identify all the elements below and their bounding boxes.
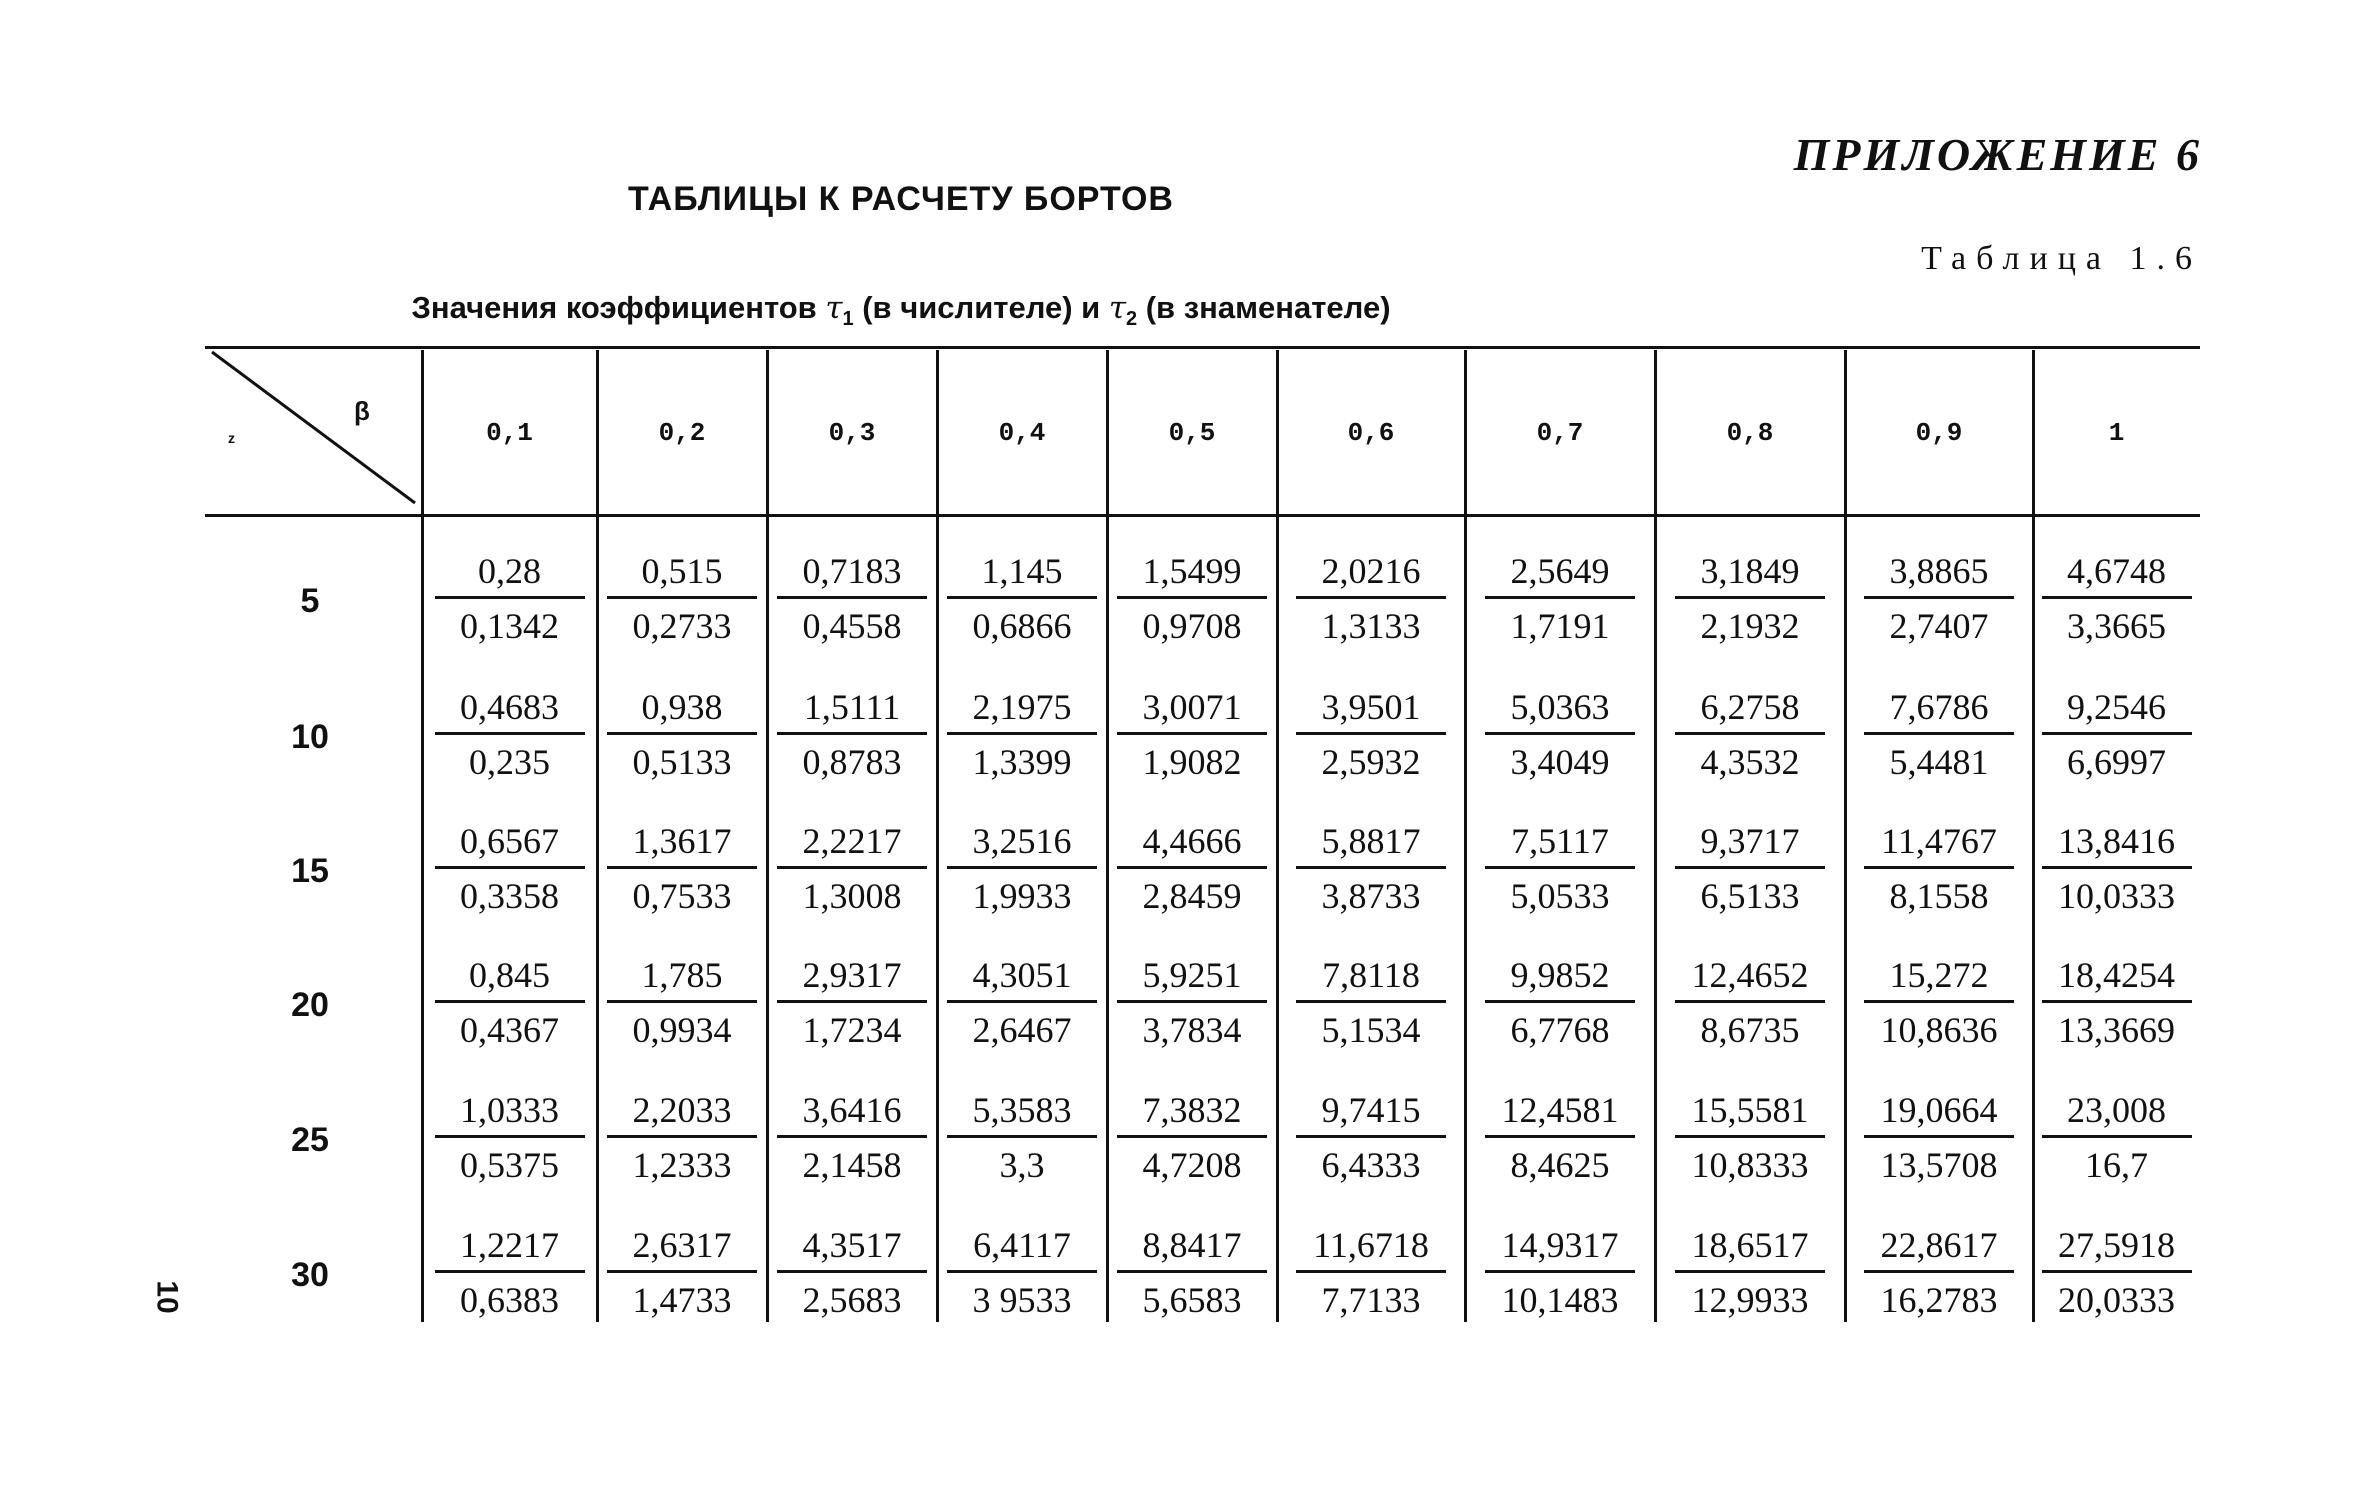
tau2-value: 6,6997 [2067, 742, 2166, 782]
coefficient-cell [597, 952, 767, 1053]
coefficient-cell [422, 1222, 597, 1323]
tau1-value: 1,0333 [460, 1090, 559, 1130]
fraction-bar [1864, 1000, 2014, 1003]
coefficient-cell [1655, 1087, 1845, 1188]
fraction-bar [1864, 732, 2014, 735]
coefficient-cell [1845, 548, 2033, 649]
coefficient-cell [767, 548, 937, 649]
tau1-value: 4,3051 [972, 955, 1072, 995]
appendix-title: ПРИЛОЖЕНИЕ 6 [1793, 129, 2202, 180]
fraction-bar [435, 596, 585, 599]
column-header: 0,2 [658, 418, 706, 448]
tau2-value: 0,9934 [632, 1010, 732, 1050]
fraction-bar [607, 1000, 757, 1003]
tau1-value: 7,8118 [1322, 955, 1420, 995]
tau1-value: 9,2546 [2067, 687, 2166, 727]
coefficient-cell [1465, 1222, 1655, 1323]
coefficient-cell [1845, 952, 2033, 1053]
row-header: 5 [300, 582, 320, 620]
tau2-value: 3 9533 [972, 1280, 1072, 1320]
fraction-bar [2042, 1270, 2192, 1273]
tau2-value: 3,8733 [1321, 876, 1421, 916]
column-header: 0,4 [998, 418, 1046, 448]
coefficient-cell [1655, 684, 1845, 785]
column-param-symbol: β [354, 396, 370, 426]
tau1-value: 8,8417 [1142, 1225, 1242, 1265]
tau1-subscript: 1 [842, 308, 854, 331]
tau1-value: 18,4254 [2058, 955, 2175, 995]
fraction-bar [947, 1000, 1097, 1003]
coefficient-cell [422, 684, 597, 785]
coefficient-cell [2033, 818, 2200, 919]
fraction-bar [1485, 1135, 1635, 1138]
fraction-bar [2042, 1000, 2192, 1003]
tau2-value: 3,3665 [2067, 606, 2166, 646]
fraction-bar [1864, 866, 2014, 869]
column-header: 0,8 [1726, 418, 1774, 448]
fraction-bar [435, 1000, 585, 1003]
tau2-value: 1,9933 [972, 876, 1072, 916]
tau1-value: 18,6517 [1691, 1225, 1809, 1265]
tau2-value: 8,1558 [1889, 876, 1989, 916]
fraction-bar [947, 1135, 1097, 1138]
tau2-value: 12,9933 [1691, 1280, 1809, 1320]
coefficient-cell [1465, 818, 1655, 919]
tau1-value: 3,1849 [1700, 551, 1800, 591]
fraction-bar [1675, 1000, 1825, 1003]
fraction-bar [1117, 1270, 1267, 1273]
coefficient-cell [937, 952, 1107, 1053]
table-top-rule [205, 346, 2200, 349]
coefficient-cell [1465, 1087, 1655, 1188]
fraction-bar [777, 1135, 927, 1138]
coefficient-cell [1465, 952, 1655, 1053]
coefficient-cell [1277, 818, 1465, 919]
coefficient-cell [937, 1222, 1107, 1323]
tau2-value: 10,0333 [2058, 876, 2175, 916]
fraction-bar [607, 732, 757, 735]
tau2-value: 5,4481 [1889, 742, 1989, 782]
tau2-value: 4,7208 [1142, 1145, 1242, 1185]
tau2-value: 2,1458 [802, 1145, 902, 1185]
coefficient-cell [1845, 684, 2033, 785]
fraction-bar [1117, 1000, 1267, 1003]
fraction-bar [947, 732, 1097, 735]
tau2-value: 6,7768 [1510, 1010, 1610, 1050]
fraction-bar [777, 596, 927, 599]
fraction-bar [2042, 732, 2192, 735]
tau2-value: 0,9708 [1142, 606, 1242, 646]
coefficient-cell [1107, 1087, 1277, 1188]
coefficient-cell [1107, 818, 1277, 919]
tau2-value: 2,5683 [802, 1280, 902, 1320]
coefficient-cell [597, 684, 767, 785]
tau1-value: 12,4581 [1501, 1090, 1619, 1130]
tau1-value: 3,2516 [972, 821, 1072, 861]
tau2-value: 8,6735 [1700, 1010, 1800, 1050]
column-header: 1 [2108, 418, 2125, 448]
fraction-bar [607, 1135, 757, 1138]
coefficient-cell [1107, 952, 1277, 1053]
fraction-bar [1485, 732, 1635, 735]
tau2-value: 13,5708 [1880, 1145, 1998, 1185]
tau1-value: 9,9852 [1510, 955, 1610, 995]
tau1-value: 27,5918 [2058, 1225, 2175, 1265]
coefficient-cell [767, 1087, 937, 1188]
tau1-value: 22,8617 [1880, 1225, 1998, 1265]
coefficient-cell [2033, 1087, 2200, 1188]
tau2-value: 3,4049 [1510, 742, 1610, 782]
coefficient-cell [1277, 548, 1465, 649]
tau2-value: 1,9082 [1142, 742, 1242, 782]
coefficient-cell [2033, 1222, 2200, 1323]
fraction-bar [1117, 596, 1267, 599]
fraction-bar [435, 866, 585, 869]
coefficient-cell [1845, 1222, 2033, 1323]
tau1-value: 1,785 [641, 955, 723, 995]
fraction-bar [947, 596, 1097, 599]
fraction-bar [1485, 866, 1635, 869]
tau1-value: 0,938 [641, 687, 723, 727]
tau2-value: 5,1534 [1321, 1010, 1421, 1050]
tau1-value: 15,272 [1889, 955, 1989, 995]
tau1-value: 3,8865 [1889, 551, 1989, 591]
fraction-bar [1117, 866, 1267, 869]
fraction-bar [1675, 866, 1825, 869]
tau2-value: 10,1483 [1501, 1280, 1619, 1320]
tau1-symbol: τ [825, 290, 843, 326]
tau1-value: 12,4652 [1691, 955, 1809, 995]
coefficient-cell [767, 1222, 937, 1323]
coefficient-cell [1277, 952, 1465, 1053]
tau2-value: 16,2783 [1880, 1280, 1998, 1320]
tau1-value: 0,515 [641, 551, 723, 591]
coefficient-cell [2033, 952, 2200, 1053]
fraction-bar [947, 1270, 1097, 1273]
fraction-bar [777, 866, 927, 869]
tau1-value: 2,0216 [1321, 551, 1421, 591]
tau2-value: 16,7 [2085, 1145, 2148, 1185]
fraction-bar [607, 596, 757, 599]
fraction-bar [2042, 866, 2192, 869]
coefficient-cell [597, 1222, 767, 1323]
fraction-bar [1296, 1270, 1446, 1273]
tau1-value: 4,6748 [2067, 551, 2166, 591]
tau1-value: 0,6567 [460, 821, 559, 861]
coefficient-cell [937, 548, 1107, 649]
fraction-bar [777, 1270, 927, 1273]
fraction-bar [1296, 1000, 1446, 1003]
fraction-bar [1485, 1270, 1635, 1273]
coefficient-cell [1655, 548, 1845, 649]
tau2-value: 2,7407 [1889, 606, 1989, 646]
tau1-value: 2,2217 [802, 821, 902, 861]
tau2-symbol: τ [1108, 290, 1126, 326]
tau2-value: 6,5133 [1700, 876, 1800, 916]
tau1-value: 2,1975 [972, 687, 1072, 727]
coefficient-cell [597, 1087, 767, 1188]
tau2-value: 0,1342 [460, 606, 559, 646]
coefficient-cell [422, 1087, 597, 1188]
tau1-value: 0,4683 [460, 687, 559, 727]
tau1-value: 0,845 [469, 955, 550, 995]
coefficient-cell [1655, 952, 1845, 1053]
fraction-bar [1675, 1135, 1825, 1138]
coefficient-cell [422, 818, 597, 919]
coefficient-cell [1655, 818, 1845, 919]
tau2-value: 1,7234 [802, 1010, 902, 1050]
fraction-bar [435, 732, 585, 735]
tau1-value: 11,6718 [1313, 1225, 1429, 1265]
fraction-bar [1296, 866, 1446, 869]
coefficient-cell [597, 818, 767, 919]
corner-diagonal [210, 348, 420, 508]
coefficient-cell [1655, 1222, 1845, 1323]
table-caption [0, 290, 2362, 331]
fraction-bar [607, 866, 757, 869]
coefficient-cell [1465, 684, 1655, 785]
row-header: 20 [291, 986, 329, 1024]
tau1-value: 2,2033 [632, 1090, 732, 1130]
tau1-value: 15,5581 [1691, 1090, 1809, 1130]
tau2-value: 0,8783 [802, 742, 902, 782]
fraction-bar [777, 732, 927, 735]
coefficient-cell [1845, 1087, 2033, 1188]
page-number: 10 [150, 1280, 184, 1314]
coefficient-cell [767, 818, 937, 919]
tau2-value: 0,4558 [802, 606, 902, 646]
coefficient-cell [937, 1087, 1107, 1188]
tau1-value: 5,3583 [972, 1090, 1072, 1130]
document-title: ТАБЛИЦЫ К РАСЧЕТУ БОРТОВ [628, 180, 1174, 218]
tau1-value: 1,2217 [460, 1225, 559, 1265]
tau1-value: 0,7183 [802, 551, 902, 591]
coefficient-cell [1107, 1222, 1277, 1323]
coefficient-cell [422, 952, 597, 1053]
tau2-value: 0,5133 [632, 742, 732, 782]
column-header: 0,7 [1536, 418, 1584, 448]
coefficient-cell [1277, 684, 1465, 785]
tau2-value: 6,4333 [1321, 1145, 1421, 1185]
fraction-bar [1675, 1270, 1825, 1273]
header-bottom-rule [205, 514, 2200, 517]
tau2-value: 20,0333 [2058, 1280, 2175, 1320]
coefficient-cell [1107, 548, 1277, 649]
tau1-value: 1,3617 [632, 821, 732, 861]
row-header: 30 [291, 1256, 329, 1294]
fraction-bar [947, 866, 1097, 869]
coefficient-cell [937, 684, 1107, 785]
tau1-value: 7,3832 [1142, 1090, 1242, 1130]
tau1-value: 5,9251 [1142, 955, 1242, 995]
coefficient-cell [1277, 1087, 1465, 1188]
fraction-bar [1864, 1135, 2014, 1138]
tau2-value: 0,6866 [972, 606, 1072, 646]
tau1-value: 3,9501 [1321, 687, 1421, 727]
tau2-value: 4,3532 [1700, 742, 1800, 782]
coefficient-cell [937, 818, 1107, 919]
fraction-bar [777, 1000, 927, 1003]
fraction-bar [435, 1135, 585, 1138]
fraction-bar [1864, 596, 2014, 599]
tau1-value: 4,3517 [802, 1225, 902, 1265]
tau2-value: 5,6583 [1142, 1280, 1242, 1320]
tau1-value: 9,3717 [1700, 821, 1800, 861]
fraction-bar [1117, 732, 1267, 735]
tau1-value: 3,6416 [802, 1090, 902, 1130]
tau1-value: 2,9317 [802, 955, 902, 995]
column-header: 0,6 [1347, 418, 1395, 448]
column-header: 0,3 [828, 418, 876, 448]
fraction-bar [1485, 596, 1635, 599]
fraction-bar [1117, 1135, 1267, 1138]
coefficient-cell [2033, 548, 2200, 649]
row-param-symbol: z [228, 430, 235, 446]
tau1-value: 5,0363 [1510, 687, 1610, 727]
tau1-value: 0,28 [478, 551, 541, 591]
tau2-value: 5,0533 [1510, 876, 1610, 916]
coefficient-cell [767, 684, 937, 785]
tau2-value: 10,8333 [1691, 1145, 1809, 1185]
tau1-value: 13,8416 [2058, 821, 2175, 861]
tau1-value: 19,0664 [1880, 1090, 1998, 1130]
fraction-bar [1485, 1000, 1635, 1003]
coefficient-cell [2033, 684, 2200, 785]
fraction-bar [2042, 1135, 2192, 1138]
tau1-value: 11,4767 [1881, 821, 1997, 861]
tau1-value: 23,008 [2067, 1090, 2166, 1130]
tau2-value: 7,7133 [1321, 1280, 1421, 1320]
fraction-bar [2042, 596, 2192, 599]
coefficient-cell [1107, 684, 1277, 785]
tau2-value: 10,8636 [1880, 1010, 1998, 1050]
tau1-value: 1,5111 [803, 687, 901, 727]
tau2-value: 0,4367 [460, 1010, 559, 1050]
tau2-value: 1,4733 [632, 1280, 732, 1320]
tau1-value: 6,4117 [973, 1225, 1071, 1265]
tau2-value: 3,3 [999, 1145, 1045, 1185]
tau2-value: 2,6467 [972, 1010, 1072, 1050]
tau2-value: 0,3358 [460, 876, 559, 916]
tau1-value: 4,4666 [1142, 821, 1242, 861]
fraction-bar [1675, 732, 1825, 735]
tau2-value: 0,235 [469, 742, 550, 782]
tau1-value: 14,9317 [1501, 1225, 1619, 1265]
coefficient-cell [1465, 548, 1655, 649]
row-header: 25 [291, 1121, 329, 1159]
tau2-value: 1,7191 [1510, 606, 1610, 646]
fraction-bar [1864, 1270, 2014, 1273]
tau1-value: 1,145 [981, 551, 1063, 591]
caption-prefix: Значения коэффициентов [411, 290, 826, 325]
tau2-value: 0,2733 [632, 606, 732, 646]
tau1-value: 6,2758 [1700, 687, 1800, 727]
tau1-value: 7,5117 [1511, 821, 1609, 861]
tau1-value: 5,8817 [1321, 821, 1421, 861]
column-header: 0,9 [1915, 418, 1963, 448]
fraction-bar [1296, 596, 1446, 599]
tau2-value: 3,7834 [1142, 1010, 1242, 1050]
fraction-bar [1296, 732, 1446, 735]
tau2-value: 2,8459 [1142, 876, 1242, 916]
column-header: 0,5 [1168, 418, 1216, 448]
tau1-value: 7,6786 [1889, 687, 1989, 727]
fraction-bar [1675, 596, 1825, 599]
caption-middle: (в числителе) и [853, 290, 1109, 325]
tau1-value: 2,6317 [632, 1225, 732, 1265]
tau1-value: 3,0071 [1142, 687, 1242, 727]
tau2-value: 2,1932 [1700, 606, 1800, 646]
coefficient-cell [597, 548, 767, 649]
coefficient-cell [1845, 818, 2033, 919]
row-header: 15 [291, 852, 329, 890]
tau2-value: 8,4625 [1510, 1145, 1610, 1185]
tau2-value: 1,3133 [1321, 606, 1421, 646]
column-header: 0,1 [486, 418, 533, 448]
tau2-value: 0,7533 [632, 876, 732, 916]
tau2-value: 1,3008 [802, 876, 902, 916]
tau2-value: 0,6383 [460, 1280, 559, 1320]
tau2-value: 1,2333 [632, 1145, 732, 1185]
tau2-value: 1,3399 [972, 742, 1072, 782]
tau2-subscript: 2 [1126, 308, 1138, 331]
coefficient-cell [767, 952, 937, 1053]
tau2-value: 0,5375 [460, 1145, 559, 1185]
fraction-bar [435, 1270, 585, 1273]
fraction-bar [607, 1270, 757, 1273]
tau1-value: 2,5649 [1510, 551, 1610, 591]
tau2-value: 2,5932 [1321, 742, 1421, 782]
caption-suffix: (в знаменателе) [1137, 290, 1391, 325]
tau1-value: 1,5499 [1142, 551, 1242, 591]
tau1-value: 9,7415 [1321, 1090, 1421, 1130]
coefficient-cell [422, 548, 597, 649]
tau2-value: 13,3669 [2058, 1010, 2175, 1050]
table-label: Таблица 1.6 [1921, 240, 2202, 277]
coefficient-cell [1277, 1222, 1465, 1323]
row-header: 10 [291, 718, 329, 756]
fraction-bar [1296, 1135, 1446, 1138]
